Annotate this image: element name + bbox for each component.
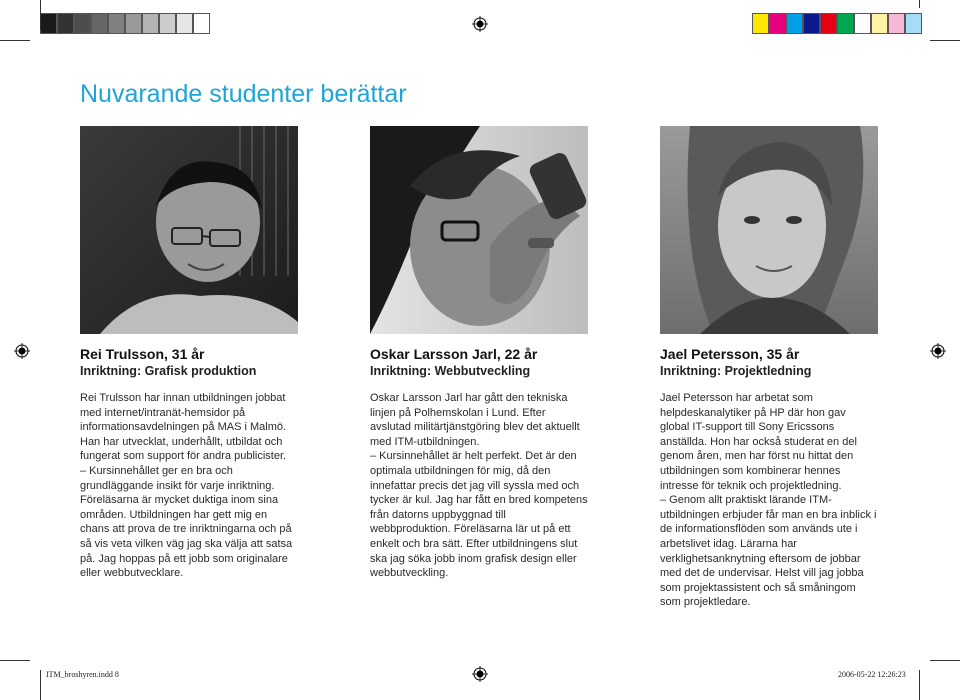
student-paragraph: – Kursinnehållet är helt perfekt. Det är den optimala utbildningen för mig, då den innefattar precis det jag vill syssla med och tycker är kul. Jag har fått en bred kompetens från datorns uppbyggnad till webbproduktion. Föreläsarna lär ut på ett enkelt och bra sätt. Efter utbildningens slut ska jag söka jobb inom grafisk design eller webbutveckling. (370, 450, 588, 580)
trim-mark (930, 40, 960, 41)
color-swatch (888, 13, 905, 34)
student-paragraph: Jael Petersson har arbetat som helpdeskanalytiker på HP där hon gav global IT-support till Sony Ericssons anställda. Hon har också studerat en del genom åren, men har först nu hittat den utbildningen som kombinerar hennes intresse för teknik och projektledning. (660, 392, 857, 492)
color-swatch (193, 13, 210, 34)
color-swatch (786, 13, 803, 34)
student-text (80, 391, 298, 581)
student-direction: Inriktning: Webbutveckling (370, 364, 531, 378)
student-paragraph: Oskar Larsson Jarl har gått den tekniska linjen på Polhemskolan i Lund. Efter avslutad militärtjänstgöring blev det aktuellt med ITM-utbildningen. (370, 392, 580, 448)
trim-mark (40, 0, 41, 30)
color-swatch (854, 13, 871, 34)
student-card-oskar (370, 345, 588, 581)
student-photo-jael (660, 126, 878, 334)
color-swatch (837, 13, 854, 34)
trim-mark (919, 0, 920, 8)
trim-mark (0, 40, 30, 41)
gray-calibration-bar (40, 13, 210, 34)
student-name: Rei Trulsson, 31 år (80, 346, 205, 362)
student-text (660, 391, 878, 610)
trim-mark (40, 670, 41, 700)
color-swatch (752, 13, 769, 34)
registration-mark-icon (472, 16, 488, 32)
color-swatch (769, 13, 786, 34)
color-swatch (57, 13, 74, 34)
trim-mark (930, 660, 960, 661)
color-swatch (871, 13, 888, 34)
student-text (370, 391, 588, 581)
color-swatch (176, 13, 193, 34)
color-swatch (40, 13, 57, 34)
color-swatch (142, 13, 159, 34)
registration-mark-icon (472, 666, 488, 682)
student-name: Oskar Larsson Jarl, 22 år (370, 346, 538, 362)
color-swatch (803, 13, 820, 34)
student-photo-oskar (370, 126, 588, 334)
student-direction: Inriktning: Projektledning (660, 364, 812, 378)
registration-mark-icon (930, 343, 946, 359)
student-name: Jael Petersson, 35 år (660, 346, 800, 362)
registration-mark-icon (14, 343, 30, 359)
student-photo-rei (80, 126, 298, 334)
color-swatch (820, 13, 837, 34)
file-slug: ITM_broshyren.indd 8 (46, 670, 119, 679)
color-swatch (905, 13, 922, 34)
print-timestamp: 2006-05-22 12:26:23 (838, 670, 906, 679)
color-swatch (91, 13, 108, 34)
student-paragraph: – Genom allt praktiskt lärande ITM-utbildningen erbjuder får man en bra inblick i de informationsflöden som används ute i arbetslivet idag. Lärarna har verklighetsanknytning eftersom de jobbar med det de undervisar. Helst vill jag jobba som projektassistent och så småningom som projektledare. (660, 494, 877, 609)
student-paragraph: Rei Trulsson har innan utbildningen jobbat med internet/intranät-hemsidor på informationsavdelningen på MAS i Malmö. Han har utvecklat, underhållt, utbildat och fungerat som support för andra publicister. (80, 392, 287, 463)
color-swatch (74, 13, 91, 34)
color-swatch (108, 13, 125, 34)
trim-mark (919, 670, 920, 700)
student-card-jael (660, 345, 878, 610)
student-paragraph: – Kursinnehållet ger en bra och grundläggande insikt för varje inriktning. Föreläsarna är mycket duktiga inom sina områden. Utbildningen har gett mig en chans att prova de tre inriktningarna och på så vis veta vilken väg jag ska välja att satsa på. Jag hoppas på ett jobb som originalare eller webbutvecklare. (80, 464, 293, 580)
page-title: Nuvarande studenter berättar (80, 80, 407, 108)
color-swatch (125, 13, 142, 34)
student-card-rei (80, 345, 298, 581)
color-swatch (159, 13, 176, 34)
color-calibration-bar (752, 13, 922, 34)
trim-mark (0, 660, 30, 661)
student-direction: Inriktning: Grafisk produktion (80, 364, 257, 378)
